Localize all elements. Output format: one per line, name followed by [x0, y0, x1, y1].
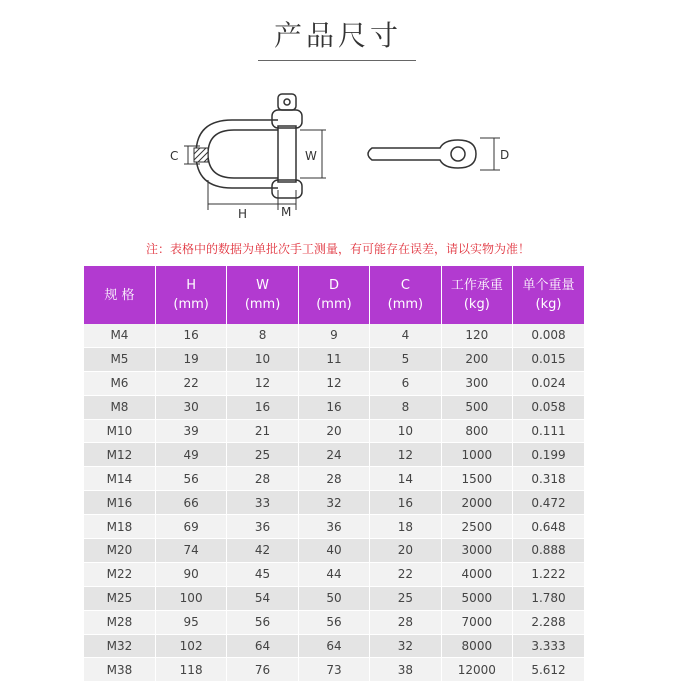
table-cell: 74: [155, 539, 226, 563]
table-cell: 12000: [441, 658, 512, 682]
table-cell: 56: [155, 467, 226, 491]
measurement-note: 注：表格中的数据为单批次手工测量，有可能存在误差，请以实物为准！: [145, 242, 530, 256]
table-cell: 0.024: [513, 371, 584, 395]
table-cell: 14: [370, 467, 441, 491]
table-cell: 0.008: [513, 324, 584, 347]
column-header-text: 工作承重: [450, 278, 503, 293]
shackle-dimension-diagram: [0, 80, 676, 220]
table-row: [84, 562, 584, 586]
table-cell: 0.318: [513, 467, 584, 491]
column-header-text: (mm): [173, 297, 209, 312]
column-header-text: (kg): [463, 297, 490, 312]
w-label: W: [305, 149, 317, 163]
table-cell: 8000: [441, 634, 512, 658]
table-cell: 19: [155, 347, 226, 371]
cross-section-hatch: [194, 148, 208, 162]
m-label: M: [281, 205, 292, 219]
table-cell: 44: [298, 562, 369, 586]
table-cell: 32: [370, 634, 441, 658]
table-cell: 102: [155, 634, 226, 658]
table-cell: M6: [84, 371, 155, 395]
table-cell: 69: [155, 515, 226, 539]
table-cell: 0.058: [513, 395, 584, 419]
column-header-text: D: [328, 278, 339, 293]
table-cell: 500: [441, 395, 512, 419]
table-cell: 20: [298, 419, 369, 443]
table-cell: 36: [227, 515, 298, 539]
table-row: [84, 467, 584, 491]
table-cell: 0.015: [513, 347, 584, 371]
table-cell: 300: [441, 371, 512, 395]
column-header-text: W: [256, 278, 269, 293]
column-header: [513, 266, 584, 324]
column-header-text: H: [186, 278, 197, 293]
table-row: [84, 324, 584, 347]
table-cell: 56: [227, 610, 298, 634]
table-cell: 16: [298, 395, 369, 419]
table-cell: M32: [84, 634, 155, 658]
table-cell: 7000: [441, 610, 512, 634]
shackle-drawing: [196, 94, 302, 198]
table-cell: 95: [155, 610, 226, 634]
table-cell: M38: [84, 658, 155, 682]
table-cell: M25: [84, 586, 155, 610]
table-cell: 64: [227, 634, 298, 658]
table-row: [84, 395, 584, 419]
table-cell: M4: [84, 324, 155, 347]
table-cell: 54: [227, 586, 298, 610]
table-cell: 3000: [441, 539, 512, 563]
column-header: [370, 266, 441, 324]
column-header: [441, 266, 512, 324]
table-cell: 50: [298, 586, 369, 610]
column-header: [227, 266, 298, 324]
table-cell: 76: [227, 658, 298, 682]
table-cell: M5: [84, 347, 155, 371]
table-cell: 4000: [441, 562, 512, 586]
table-cell: 0.472: [513, 491, 584, 515]
table-cell: 1000: [441, 443, 512, 467]
table-cell: 49: [155, 443, 226, 467]
table-cell: 4: [370, 324, 441, 347]
table-cell: 118: [155, 658, 226, 682]
pin-side-drawing: [368, 140, 476, 168]
table-row: [84, 371, 584, 395]
column-header-text: 单个重量: [522, 278, 575, 293]
c-label: C: [170, 149, 179, 163]
table-cell: 73: [298, 658, 369, 682]
table-cell: 40: [298, 539, 369, 563]
table-cell: 12: [227, 371, 298, 395]
table-cell: 16: [155, 324, 226, 347]
table-cell: 36: [298, 515, 369, 539]
table-cell: 30: [155, 395, 226, 419]
table-cell: 0.111: [513, 419, 584, 443]
table-cell: 12: [370, 443, 441, 467]
table-cell: 2500: [441, 515, 512, 539]
table-row: [84, 443, 584, 467]
d-label: D: [500, 148, 510, 162]
table-cell: 90: [155, 562, 226, 586]
table-row: [84, 658, 584, 682]
table-cell: 100: [155, 586, 226, 610]
table-cell: 28: [227, 467, 298, 491]
table-cell: 1500: [441, 467, 512, 491]
table-cell: 5.612: [513, 658, 584, 682]
table-row: [84, 515, 584, 539]
table-cell: 0.199: [513, 443, 584, 467]
table-cell: 33: [227, 491, 298, 515]
table-cell: M18: [84, 515, 155, 539]
table-cell: 6: [370, 371, 441, 395]
table-cell: 0.648: [513, 515, 584, 539]
size-table: [84, 266, 584, 682]
table-cell: 0.888: [513, 539, 584, 563]
title-underline: [258, 60, 416, 61]
column-header-text: (mm): [387, 297, 424, 312]
column-header-text: (mm): [316, 297, 352, 312]
table-cell: 25: [370, 586, 441, 610]
table-cell: 1.780: [513, 586, 584, 610]
table-cell: 16: [227, 395, 298, 419]
table-cell: 38: [370, 658, 441, 682]
table-cell: M10: [84, 419, 155, 443]
d-dimension: [480, 138, 500, 170]
table-row: [84, 634, 584, 658]
table-cell: 18: [370, 515, 441, 539]
table-cell: 5000: [441, 586, 512, 610]
table-cell: 20: [370, 539, 441, 563]
table-row: [84, 610, 584, 634]
table-cell: 12: [298, 371, 369, 395]
table-row: [84, 419, 584, 443]
table-cell: 1.222: [513, 562, 584, 586]
table-cell: 5: [370, 347, 441, 371]
table-cell: M16: [84, 491, 155, 515]
table-cell: 800: [441, 419, 512, 443]
table-cell: 64: [298, 634, 369, 658]
table-header-row: [84, 266, 584, 324]
table-cell: 3.333: [513, 634, 584, 658]
table-cell: M8: [84, 395, 155, 419]
table-cell: 45: [227, 562, 298, 586]
table-cell: 9: [298, 324, 369, 347]
table-cell: 22: [155, 371, 226, 395]
table-cell: M20: [84, 539, 155, 563]
column-header: [84, 266, 155, 324]
column-header-text: C: [400, 278, 410, 293]
table-cell: 28: [298, 467, 369, 491]
table-cell: M28: [84, 610, 155, 634]
page-title: 产品尺寸: [273, 19, 402, 52]
table-cell: 21: [227, 419, 298, 443]
table-cell: 120: [441, 324, 512, 347]
table-cell: 39: [155, 419, 226, 443]
table-cell: 2000: [441, 491, 512, 515]
column-header: [155, 266, 226, 324]
column-header: [298, 266, 369, 324]
table-row: [84, 539, 584, 563]
table-row: [84, 586, 584, 610]
table-cell: M12: [84, 443, 155, 467]
table-cell: 8: [370, 395, 441, 419]
h-label: H: [238, 207, 248, 220]
column-header-text: (mm): [244, 297, 281, 312]
column-header-text: (kg): [535, 297, 562, 312]
table-row: [84, 347, 584, 371]
table-row: [84, 491, 584, 515]
table-cell: 25: [227, 443, 298, 467]
column-header-text: 规 格: [104, 287, 135, 303]
table-cell: 16: [370, 491, 441, 515]
table-cell: 28: [370, 610, 441, 634]
table-cell: 24: [298, 443, 369, 467]
table-body: [84, 324, 584, 682]
table-cell: 10: [227, 347, 298, 371]
table-cell: 200: [441, 347, 512, 371]
table-cell: 10: [370, 419, 441, 443]
table-cell: 8: [227, 324, 298, 347]
table-cell: M14: [84, 467, 155, 491]
table-cell: 42: [227, 539, 298, 563]
table-cell: M22: [84, 562, 155, 586]
table-cell: 32: [298, 491, 369, 515]
table-cell: 66: [155, 491, 226, 515]
table-cell: 11: [298, 347, 369, 371]
table-cell: 2.288: [513, 610, 584, 634]
table-cell: 56: [298, 610, 369, 634]
table-cell: 22: [370, 562, 441, 586]
